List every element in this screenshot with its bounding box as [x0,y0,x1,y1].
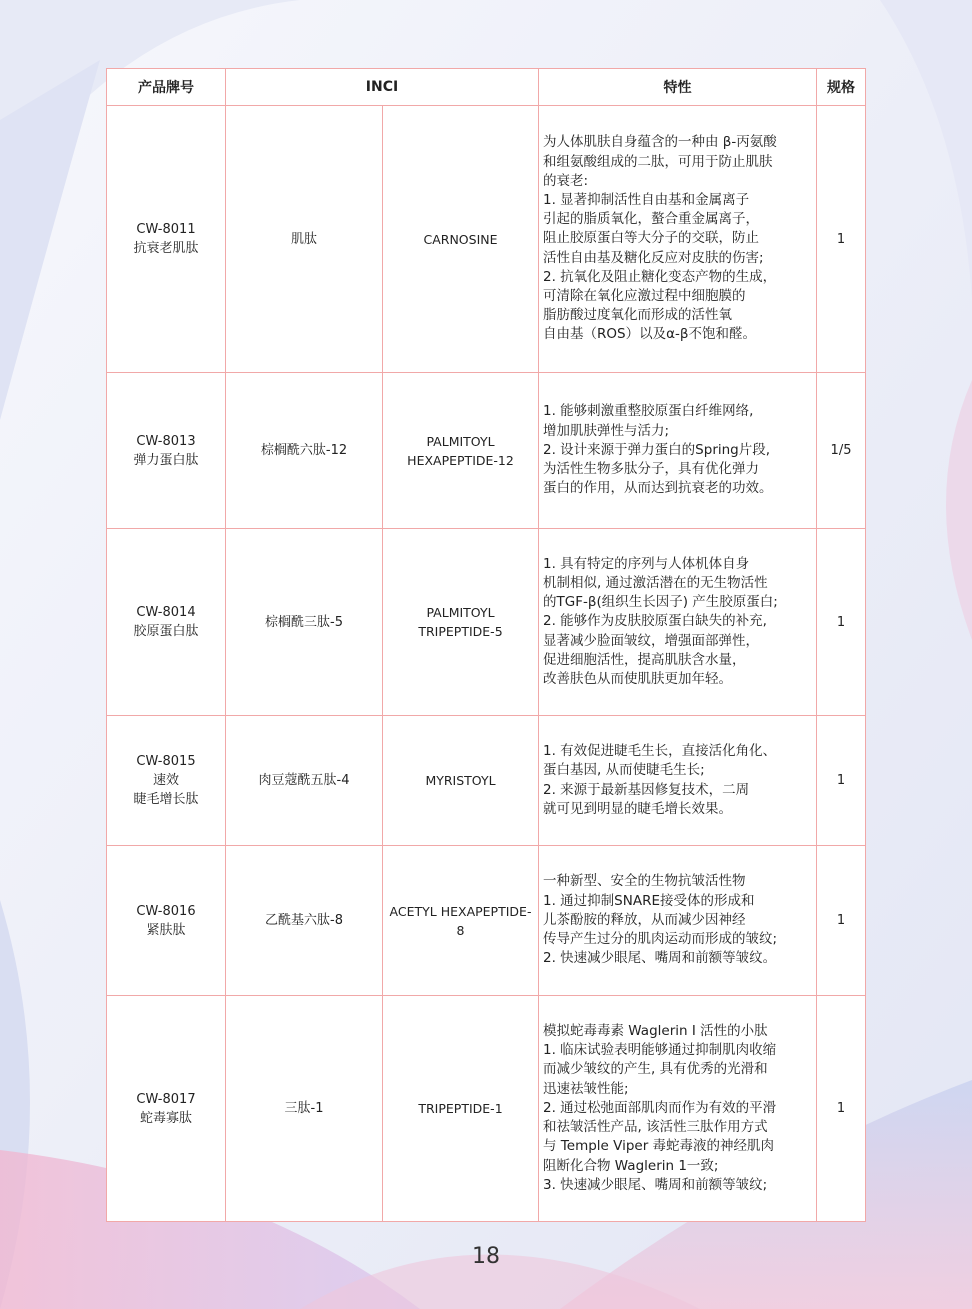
product-code-cell [107,716,226,846]
features-cell-line: 1. 通过抑制SNARE接受体的形成和 [543,892,755,909]
inci-chinese-cell-line: 肌肽 [290,231,317,247]
inci-chinese-cell [226,716,383,846]
features-cell-line: 2. 来源于最新基因修复技术，二周 [543,781,750,798]
inci-english-cell-line: PALMITOYL [426,433,495,449]
features-cell-line: 模拟蛇毒毒素 Waglerin I 活性的小肽 [543,1023,768,1040]
features-cell-line: 而减少皱纹的产生, 具有优秀的光滑和 [543,1061,768,1078]
features-cell-line: 2. 通过松弛面部肌肉而作为有效的平滑 [543,1099,777,1116]
features-cell-line: 促进细胞活性，提高肌肤含水量， [543,651,746,668]
features-cell-line: 机制相似, 通过激活潜在的无生物活性 [543,574,768,591]
features-cell-line: 儿茶酚胺的释放，从而减少因神经 [543,911,746,928]
inci-chinese-cell-line: 棕榈酰三肽-5 [265,614,343,630]
features-cell-line: 和组氨酸组成的二肽，可用于防止肌肤 [543,153,773,170]
spec-cell: 1 [817,106,866,373]
inci-chinese-cell-line: 肉豆蔻酰五肽-4 [258,773,350,788]
features-cell-line: 为活性生物多肽分子，具有优化弹力 [543,461,760,478]
features-cell-line: 1. 能够刺激重整胶原蛋白纤维网络, [543,403,754,420]
features-cell-line: 的TGF-β(组织生长因子) 产生胶原蛋白; [543,594,778,611]
product-code-cell-line: 胶原蛋白肽 [133,624,199,639]
features-cell-line: 增加肌肤弹性与活力; [543,422,670,439]
product-code-cell-line: 睫毛增长肽 [133,792,199,807]
spec-cell: 1 [817,529,866,716]
page-number: 18 [472,1244,500,1269]
features-cell-line: 2. 能够作为皮肤胶原蛋白缺失的补充, [543,613,767,630]
product-code-cell-line: CW-8015 [136,754,196,769]
product-code-cell-line: 弹力蛋白肽 [133,452,199,468]
features-cell-line: 一种新型、安全的生物抗皱活性物 [543,873,746,890]
product-code-cell-line: 蛇毒寡肽 [139,1110,192,1126]
spec-cell: 1 [817,996,866,1222]
features-cell-line: 可清除在氧化应激过程中细胞膜的 [543,288,746,304]
features-cell-line: 传导产生过分的肌肉运动而形成的皱纹; [543,931,778,948]
inci-english-cell [383,106,539,373]
features-cell-line: 改善肤色从而使肌肤更加年轻。 [543,671,733,687]
inci-chinese-cell [226,106,383,373]
features-cell-line: 的衰老: [543,172,589,189]
inci-chinese-cell-line: 三肽-1 [284,1101,324,1116]
inci-english-cell-line: TRIPEPTIDE-5 [418,624,503,639]
inci-english-cell-line: MYRISTOYL [425,773,496,788]
table-body [107,106,866,1222]
product-spec-table [106,68,866,1222]
header-inci: INCI [226,69,539,106]
inci-english-cell-line: CARNOSINE [423,231,498,247]
product-code-cell [107,529,226,716]
features-cell-line: 阻止胶原蛋白等大分子的交联，防止 [543,230,760,247]
features-cell-line: 和祛皱活性产品, 该活性三肽作用方式 [543,1119,768,1136]
features-cell-line: 脂肪酸过度氧化而形成的活性氧 [543,307,733,324]
table-header-row [107,69,866,106]
header-features: 特性 [539,69,817,106]
features-cell-line: 2. 快速减少眼尾、嘴周和前额等皱纹。 [543,950,777,967]
spec-cell: 1 [817,716,866,846]
inci-english-cell-line: HEXAPEPTIDE-12 [407,452,514,468]
inci-english-cell-line: PALMITOYL [426,605,495,620]
features-cell-line: 与 Temple Viper 毒蛇毒液的神经肌肉 [543,1138,775,1155]
features-cell [539,846,817,996]
table-row [107,996,866,1222]
features-cell [539,529,817,716]
features-cell-line: 活性自由基及糖化反应对皮肤的伤害; [543,249,764,266]
features-cell-line: 2. 抗氧化及阻止糖化变态产物的生成， [543,268,777,285]
features-cell-line: 迅速祛皱性能; [543,1080,629,1097]
table-row [107,716,866,846]
features-cell-line: 蛋白基因, 从而使睫毛生长; [543,762,705,779]
inci-english-cell [383,846,539,996]
spec-cell: 1 [817,846,866,996]
features-cell-line: 为人体肌肤自身蕴含的一种由 β-丙氨酸 [543,134,777,151]
product-code-cell-line: CW-8014 [136,605,196,620]
product-code-cell-line: CW-8011 [136,222,196,237]
features-cell-line: 就可见到明显的睫毛增长效果。 [543,800,733,817]
product-code-cell [107,106,226,373]
features-cell-line: 3. 快速减少眼尾、嘴周和前额等皱纹; [543,1176,768,1193]
features-cell-line: 1. 临床试验表明能够通过抑制肌肉收缩 [543,1042,777,1059]
features-cell-line: 1. 有效促进睫毛生长，直接活化角化、 [543,743,777,760]
inci-english-cell [383,996,539,1222]
inci-chinese-cell [226,373,383,529]
inci-chinese-cell [226,529,383,716]
features-cell-line: 引起的脂质氧化，螯合重金属离子， [543,211,760,228]
features-cell [539,996,817,1222]
inci-english-cell-line: TRIPEPTIDE-1 [418,1101,503,1116]
features-cell-line: 自由基（ROS）以及α-β不饱和醛。 [543,326,756,343]
table-row [107,106,866,373]
product-code-cell-line: 抗衰老肌肽 [133,241,199,256]
inci-english-cell [383,716,539,846]
features-cell-line: 阻断化合物 Waglerin 1一致; [543,1157,719,1174]
product-code-cell-line: CW-8016 [136,903,196,919]
features-cell-line: 1. 显著抑制活性自由基和金属离子 [543,191,750,208]
table-row [107,846,866,996]
header-spec: 规格 [817,69,866,106]
product-code-cell-line: 紧肤肽 [146,922,186,938]
inci-chinese-cell [226,996,383,1222]
product-code-cell [107,996,226,1222]
product-code-cell-line: 速效 [152,773,179,788]
inci-english-cell [383,373,539,529]
features-cell-line: 2. 设计来源于弹力蛋白的Spring片段, [543,441,771,458]
inci-english-cell-line: ACETYL HEXAPEPTIDE-8 [389,903,532,938]
inci-chinese-cell-line: 乙酰基六肽-8 [265,913,343,928]
inci-english-cell [383,529,539,716]
features-cell [539,716,817,846]
product-code-cell [107,846,226,996]
product-code-cell-line: CW-8013 [136,433,196,449]
table-row [107,529,866,716]
header-product-code: 产品牌号 [107,69,226,106]
features-cell-line: 蛋白的作用，从而达到抗衰老的功效。 [543,480,773,497]
product-code-cell [107,373,226,529]
inci-chinese-cell [226,846,383,996]
features-cell-line: 1. 具有特定的序列与人体机体自身 [543,555,750,572]
table-row [107,373,866,529]
features-cell-line: 显著减少脸面皱纹，增强面部弹性， [543,632,760,649]
features-cell [539,106,817,373]
product-code-cell-line: CW-8017 [136,1091,196,1107]
inci-chinese-cell-line: 棕榈酰六肽-12 [260,443,348,458]
features-cell [539,373,817,529]
spec-cell: 1/5 [817,373,866,529]
